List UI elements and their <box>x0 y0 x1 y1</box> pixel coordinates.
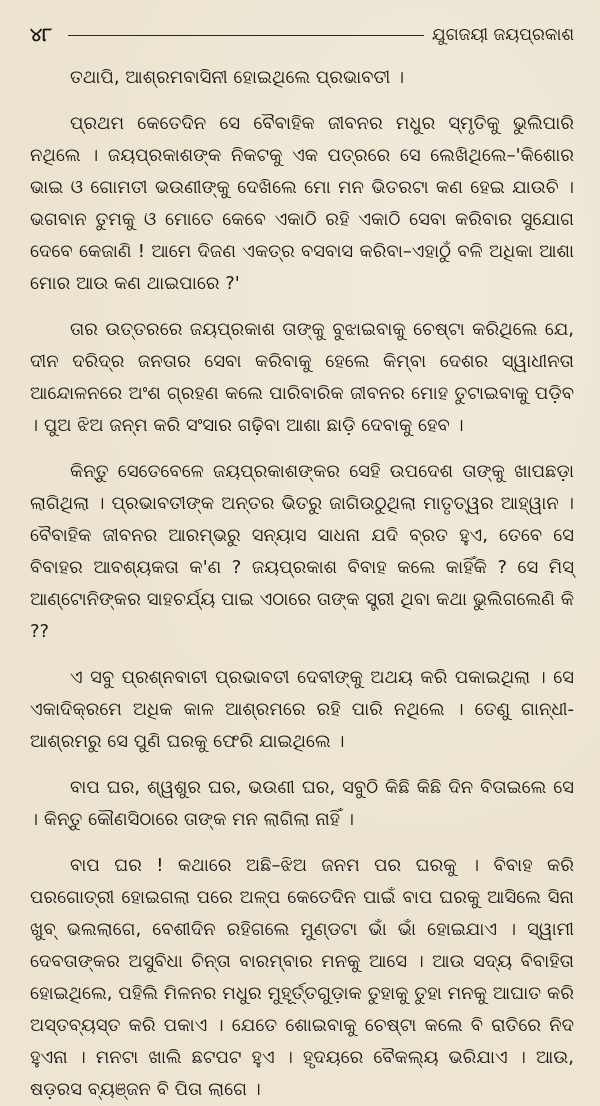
header-rule <box>68 35 424 36</box>
paragraph: ପ୍ରଥମ କେତେଦିନ ସେ ବୈବାହିକ ଜୀବନର ମଧୁର ସ୍ମୃତିକୁ ଭୁଲିପାରି ନଥିଲେ । ଜୟପ୍ରକାଶଙ୍କ ନିକଟକୁ ଏକ ପତ୍ରରେ ସେ ଲେଖିଥିଲେ–'କିଶୋର ଭାଇ ଓ ଗୋମତୀ ଭଉଣୀଙ୍କୁ ଦେଖିଲେ ମୋ ମନ ଭିତରଟା କଣ ହେଇ ଯାଉଚି । ଭଗବାନ ତୁମକୁ ଓ ମୋତେ କେବେ ଏକାଠି ରହି ଏକାଠି ସେବା କରିବାର ସୁଯୋଗ ଦେବେ କେଜାଣି ! ଆମେ ଦିଜଣ ଏକତ୍ର ବସବାସ କରିବା–ଏହାଠୁଁ ବଳି ଅଧିକା ଆଶା ମୋର ଆଉ କଣ ଥାଇପାରେ ?' <box>30 113 574 294</box>
paragraph: ତଥାପି, ଆଶ୍ରମବାସିନୀ ହୋଇଥିଲେ ପ୍ରଭାବତୀ । <box>70 67 405 88</box>
page-number: ୪୮ <box>30 24 53 46</box>
page-header <box>30 22 574 48</box>
paragraph: କିନ୍ତୁ ସେତେବେଳେ ଜୟପ୍ରକାଶଙ୍କର ସେହି ଉପଦେଶ ତାଙ୍କୁ ଖାପଛଡ଼ା ଲାଗିଥିଲା । ପ୍ରଭାବତୀଙ୍କ ଅନ୍ତର ଭିତରୁ ଜାଗିଉଠୁଥିଲା ମାତୃତ୍ୱର ଆହ୍ୱାନ । ବୈବାହିକ ଜୀବନର ଆରମ୍ଭରୁ ସନ୍ୟାସ ସାଧନା ଯଦି ବ୍ରତ ହୁଏ, ତେବେ ସେ ବିବାହର ଆବଶ୍ୟକତା କ'ଣ ? ଜୟପ୍ରକାଶ ବିବାହ କଲେ କାହିଁକି ? ସେ ମିସ୍ ଆଣ୍ଟୋନିଙ୍କର ସାହଚର୍ଯ୍ୟ ପାଇ ଏଠାରେ ତାଙ୍କ ସ୍ତ୍ରୀ ଥିବା କଥା ଭୁଲିଗଲେଣି କି ?? <box>30 461 574 642</box>
paragraph: ଏ ସବୁ ପ୍ରଶ୍ନବାଚୀ ପ୍ରଭାବତୀ ଦେବୀଙ୍କୁ ଅଥୟ କରି ପକାଇଥିଲା । ସେ ଏକାଦିକ୍ରମେ ଅଧିକ କାଳ ଆଶ୍ରମରେ ରହି ପାରି ନଥିଲେ । ତେଣୁ ଗାନ୍ଧୀ-ଆଶ୍ରମରୁ ସେ ପୁଣି ଘରକୁ ଫେରି ଯାଇଥିଲେ । <box>30 667 574 752</box>
running-title: ଯୁଗଜୟୀ ଜୟପ୍ରକାଶ <box>431 25 574 45</box>
paragraph: ତାର ଉତ୍ତରରେ ଜୟପ୍ରକାଶ ତାଙ୍କୁ ବୁଝାଇବାକୁ ଚେଷ୍ଟା କରିଥିଲେ ଯେ, ଦୀନ ଦରିଦ୍ର ଜନତାର ସେବା କରିବାକୁ ହେଲେ କିମ୍ବା ଦେଶର ସ୍ୱାଧୀନତା ଆନ୍ଦୋଳନରେ ଅଂଶ ଗ୍ରହଣ କଲେ ପାରିବାରିକ ଜୀବନର ମୋହ ତୁଟାଇବାକୁ ପଡ଼ିବ । ପୁଅ ଝିଅ ଜନ୍ମ କରି ସଂସାର ଗଢ଼ିବା ଆଶା ଛାଡ଼ି ଦେବାକୁ ହେବ । <box>30 319 574 436</box>
paragraph: ବାପ ଘର ! କଥାରେ ଅଛି–ଝିଅ ଜନମ ପର ଘରକୁ । ବିବାହ କରି ପରଗୋତ୍ରୀ ହୋଇଗଲା ପରେ ଅଳ୍ପ କେତେଦିନ ପାଇଁ ବାପ ଘରକୁ ଆସିଲେ ସିନା ଖୁବ୍ ଭଲଲାଗେ, ବେଶୀଦିନ ରହିଗଲେ ମୁଣ୍ଡଟା ଭାଁ ଭାଁ ହୋଇଯାଏ । ସ୍ୱାମୀ ଦେବତାଙ୍କର ଅସୁବିଧା ଚିନ୍ତା ବାରମ୍ବାର ମନକୁ ଆସେ । ଆଉ ସଦ୍ୟ ବିବାହିତା ହୋଇଥିଲେ, ପହିଲି ମିଳନର ମଧୁର ମୁହୂର୍ତ୍ତଗୁଡ଼ାକ ତୁହାକୁ ତୁହା ମନକୁ ଆଘାତ କରି ଅସ୍ତବ୍ୟସ୍ତ କରି ପକାଏ । ଯେତେ ଶୋଇବାକୁ ଚେଷ୍ଟା କଲେ ବି ରାତିରେ ନିଦ ହୁଏନା । ମନଟା ଖାଲି ଛଟପଟ ହୁଏ । ହୃଦୟରେ ବୈକଲ୍ୟ ଭରିଯାଏ । ଆଉ, ଷଡ଼ରସ ବ୍ୟଞ୍ଜନ ବି ପିତା ଲାଗେ । <box>30 855 574 1100</box>
body-text <box>30 62 574 1106</box>
paragraph: ବାପ ଘର, ଶ୍ୱଶୁର ଘର, ଭଉଣୀ ଘର, ସବୁଠି କିଛି କିଛି ଦିନ ବିତାଇଲେ ସେ । କିନ୍ତୁ କୌଣସିଠାରେ ତାଙ୍କ ମନ ଲାଗିଲା ନାହିଁ । <box>30 777 574 830</box>
